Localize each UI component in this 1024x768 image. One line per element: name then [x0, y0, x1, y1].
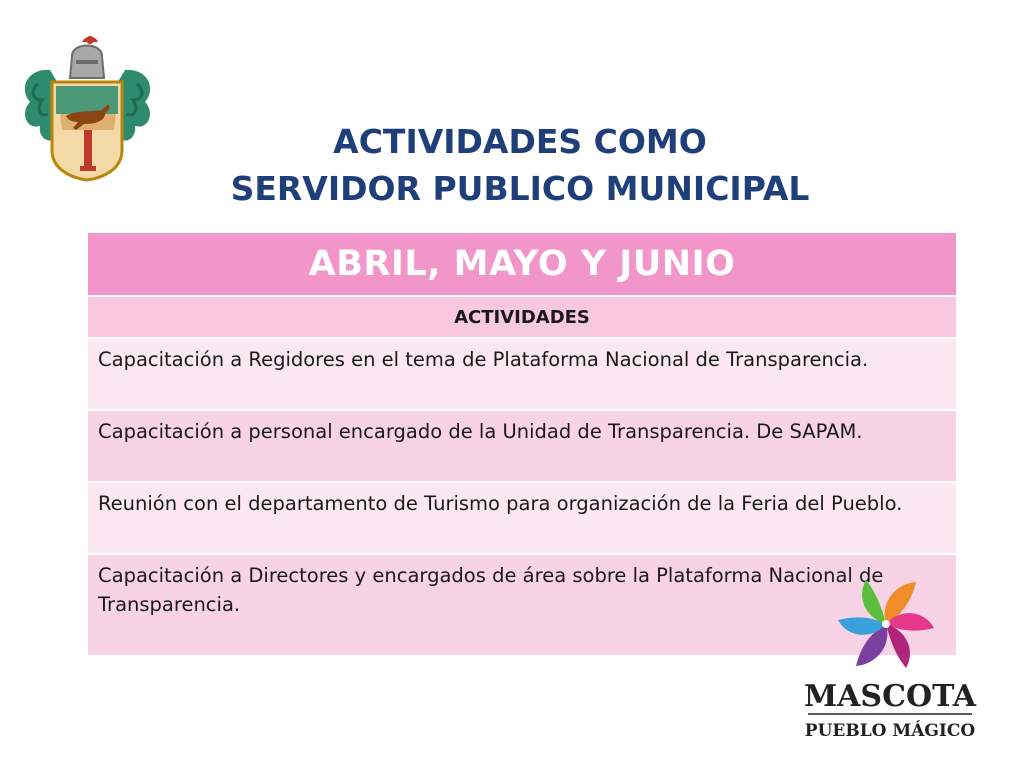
table-cell: Reunión con el departamento de Turismo para organización de la Feria del Pueblo.: [88, 482, 956, 554]
table-cell: Capacitación a Directores y encargados de área sobre la Plataforma Nacional de Transparencia.: [88, 554, 956, 656]
title-line-1: ACTIVIDADES COMO: [333, 122, 707, 161]
table-cell: Capacitación a personal encargado de la Unidad de Transparencia. De SAPAM.: [88, 410, 956, 482]
table-cell: Capacitación a Regidores en el tema de Plataforma Nacional de Transparencia.: [88, 338, 956, 410]
logo-tagline: PUEBLO MÁGICO: [804, 721, 976, 741]
mascota-logo: [800, 570, 980, 745]
table-row: [88, 338, 956, 410]
pinwheel-logo-icon: [838, 580, 934, 668]
table-row: [88, 410, 956, 482]
column-header: ACTIVIDADES: [88, 296, 956, 338]
table-subheader-row: [88, 296, 956, 338]
municipal-crest-icon: [10, 30, 165, 182]
slide-title: [150, 118, 890, 212]
period-header: ABRIL, MAYO Y JUNIO: [88, 233, 956, 296]
table-row: [88, 482, 956, 554]
table-header-row: [88, 233, 956, 296]
title-line-2: SERVIDOR PUBLICO MUNICIPAL: [230, 169, 810, 208]
logo-name: MASCOTA: [803, 679, 977, 714]
